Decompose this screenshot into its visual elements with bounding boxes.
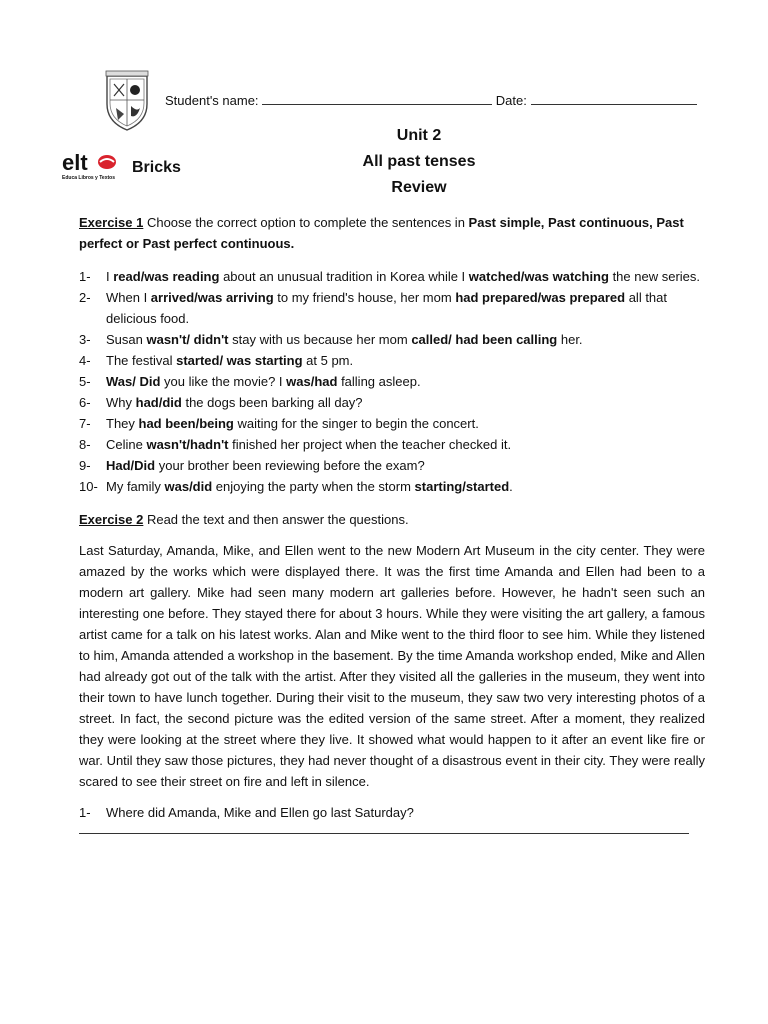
answer-option: arrived/was arriving: [150, 290, 274, 305]
sentence-text: your brother been reviewing before the exam?: [155, 458, 425, 473]
exercise-1-title: Exercise 1: [79, 215, 144, 230]
bricks-logo-text: Bricks: [132, 159, 181, 176]
question-item: [79, 802, 705, 823]
sentence-text: enjoying the party when the storm: [212, 479, 415, 494]
unit-subtitle: All past tenses: [362, 153, 476, 170]
sentence-text: stay with us because her mom: [228, 332, 412, 347]
sentence-text: .: [509, 479, 513, 494]
elt-logo-text: elt: [62, 150, 88, 175]
exercise-1-item: [79, 392, 705, 413]
unit-title: Unit 2: [396, 127, 442, 144]
sentence-text: all that delicious food.: [106, 290, 668, 326]
item-number: 7-: [79, 416, 91, 431]
sentence-text: Susan: [106, 332, 147, 347]
answer-option: was/did: [164, 479, 213, 494]
exercise-1-item: [79, 476, 705, 497]
elt-logo-subtitle: Educa Libros y Textos: [62, 175, 115, 181]
exercise-1-item: [79, 287, 705, 329]
exercise-1-item: [79, 266, 705, 287]
exercise-1-item: [79, 413, 705, 434]
sentence-text: her.: [557, 332, 583, 347]
answer-option: wasn't/hadn't: [146, 437, 229, 452]
worksheet-content: [79, 212, 705, 834]
answer-line[interactable]: [79, 823, 689, 834]
answer-option: was/had: [286, 374, 338, 389]
item-number: 5-: [79, 374, 91, 389]
exercise-2-title: Exercise 2: [79, 512, 144, 527]
answer-option: started/ was starting: [176, 353, 303, 368]
sentence-text: finished her project when the teacher checked it.: [228, 437, 512, 452]
question-number: 1-: [79, 805, 91, 820]
sentence-text: falling asleep.: [337, 374, 421, 389]
exercise-1-item: [79, 371, 705, 392]
item-number: 8-: [79, 437, 91, 452]
student-name-date-row: [165, 92, 697, 108]
item-number: 9-: [79, 458, 91, 473]
sentence-text: the dogs been barking all day?: [181, 395, 363, 410]
answer-option: had/did: [135, 395, 182, 410]
answer-option: wasn't/ didn't: [146, 332, 229, 347]
unit-title-block: [290, 123, 548, 201]
exercise-2-questions: [79, 802, 705, 834]
sentence-text: Celine: [106, 437, 147, 452]
answer-option: called/ had been calling: [411, 332, 558, 347]
sentence-text: When I: [106, 290, 151, 305]
answer-option: Was/ Did: [106, 374, 161, 389]
sentence-text: They: [106, 416, 139, 431]
sentence-text: My family: [106, 479, 165, 494]
item-number: 1-: [79, 269, 91, 284]
sentence-text: Why: [106, 395, 136, 410]
date-field[interactable]: [531, 92, 697, 105]
student-name-field[interactable]: [262, 92, 492, 105]
exercise-1-item: [79, 329, 705, 350]
exercise-1-item: [79, 434, 705, 455]
sentence-text: to my friend's house, her mom: [273, 290, 456, 305]
sentence-text: waiting for the singer to begin the concert.: [233, 416, 479, 431]
exercise-1-item: [79, 455, 705, 476]
item-number: 3-: [79, 332, 91, 347]
item-number: 4-: [79, 353, 91, 368]
publisher-logos: [60, 148, 190, 184]
sentence-text: at 5 pm.: [302, 353, 354, 368]
sentence-text: the new series.: [608, 269, 700, 284]
exercise-1-list: [79, 266, 705, 497]
item-number: 10-: [79, 479, 98, 494]
exercise-1-item: [79, 350, 705, 371]
sentence-text: I: [106, 269, 114, 284]
answer-option: read/was reading: [113, 269, 220, 284]
sentence-text: about an unusual tradition in Korea while I: [219, 269, 469, 284]
sentence-text: The festival: [106, 353, 177, 368]
student-name-label: Student's name:: [165, 93, 259, 108]
sentence-text: you like the movie? I: [160, 374, 287, 389]
item-number: 2-: [79, 290, 91, 305]
item-number: 6-: [79, 395, 91, 410]
answer-option: watched/was watching: [468, 269, 609, 284]
reading-passage: Last Saturday, Amanda, Mike, and Ellen went to the new Modern Art Museum in the city center. They were amazed by the works which were displayed there. It was the first time Amanda and Ellen had been to a modern art gallery. Mike had seen many modern art galleries before. However, he hadn't seen such an interesting one before. They stayed there for about 3 hours. While they were visiting the art gallery, a famous artist came for a talk on his latest works. Alan and Mike went to the third floor to see him. While they listened to him, Amanda attended a workshop in the basement. By the time Amanda workshop ended, Mike and Allen had already got out of the talk with the artist. After they visited all the galleries in the museum, they went into their town to have lunch together. During their visit to the museum, they saw two very interesting photos of a street. In fact, the second picture was the edited version of the same street. After a moment, they realized they were looking at the street where they live. It showed what would happen to it after an event like fire or war. Until they saw those pictures, they had never thought of a disastrous event in their city. They were really scared to see their street on fire and left in silence.: [79, 543, 705, 789]
question-text: Where did Amanda, Mike and Ellen go last Saturday?: [106, 805, 414, 820]
school-crest-logo: [104, 70, 150, 132]
answer-option: Had/Did: [106, 458, 156, 473]
date-label: Date:: [495, 93, 527, 108]
exercise-1-instruction: Exercise 1 Choose the correct option to complete the sentences in Past simple, Past continuous, Past perfect or Past perfect continuous.: [79, 215, 684, 251]
answer-option: had been/being: [138, 416, 234, 431]
unit-review-label: Review: [391, 179, 447, 196]
answer-option: had prepared/was prepared: [455, 290, 626, 305]
answer-option: starting/started: [414, 479, 510, 494]
exercise-2-instruction: Exercise 2 Read the text and then answer the questions.: [79, 512, 409, 527]
